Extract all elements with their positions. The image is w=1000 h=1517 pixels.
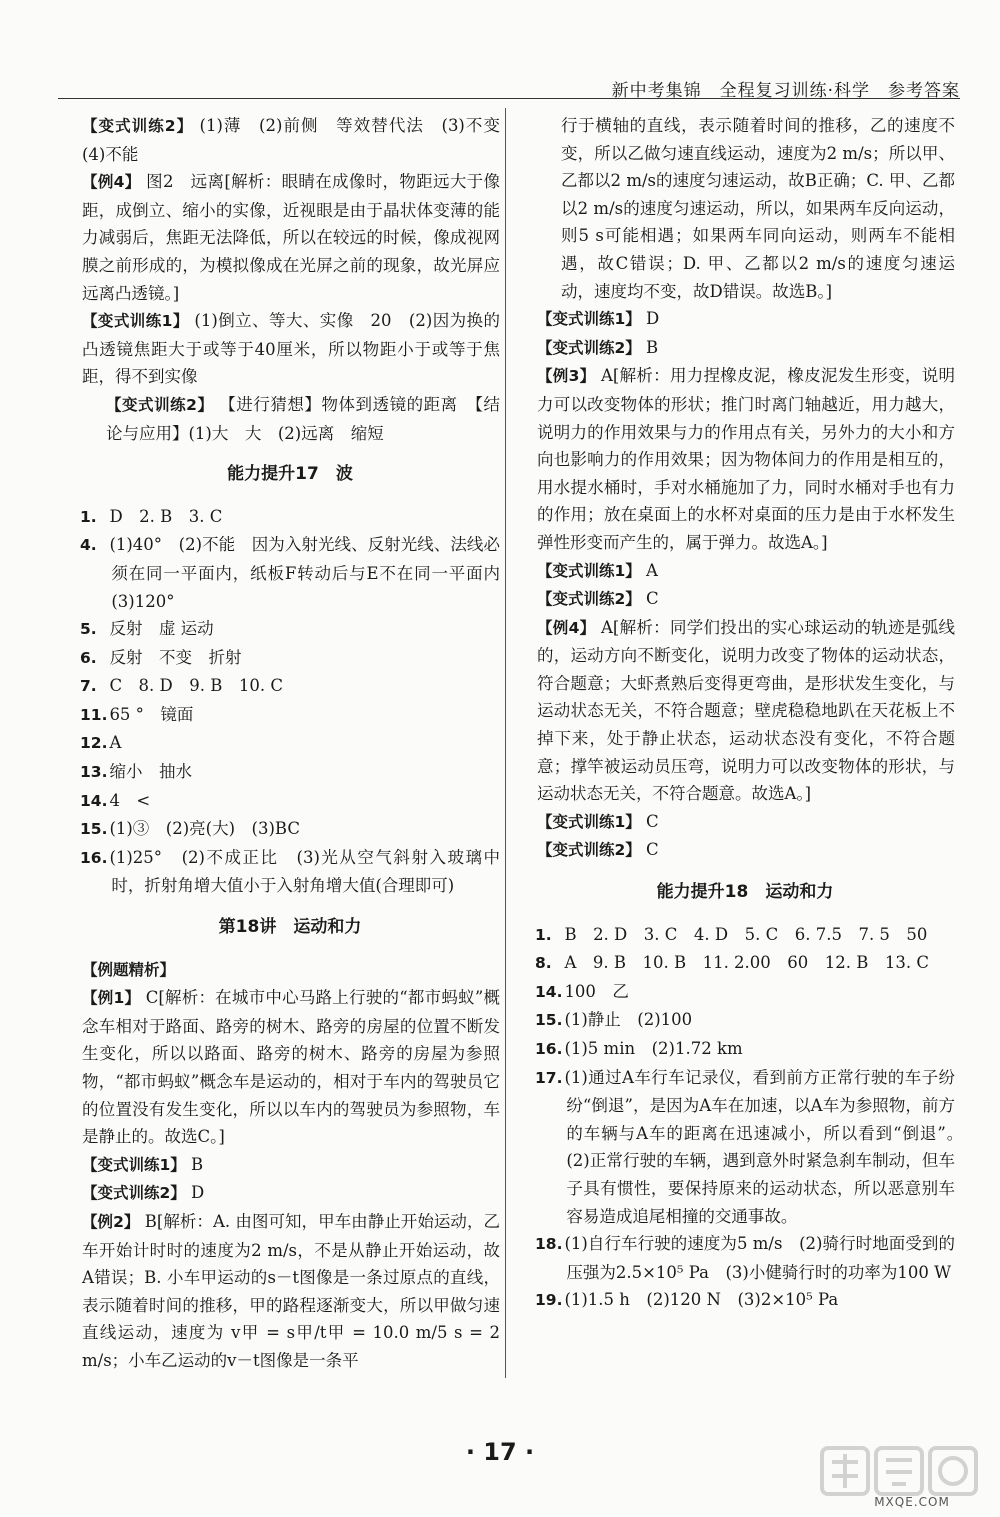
answer-label: 【变式训练1】 [537, 812, 641, 831]
answer-item [80, 844, 500, 900]
answer-text: B[解析：A. 由图可知，甲车由静止开始运动，乙车开始计时时的速度为2 m/s，不是从静止开始运动，故A错误；B. 小车甲运动的s－t图像是一条过原点的直线，表示随着时间的推移，甲的路程逐渐变大，所以甲做匀速直线运动，速度为 v甲 = s甲/t甲 = 10.0 m/5 s = 2 m/s；小车乙运动的v－t图像是一条平 [82, 1211, 500, 1370]
answer-block [80, 1208, 500, 1375]
answer-text: (1)40° (2)不能 因为入射光线、反射光线、法线必须在同一平面内，纸板F转动后与E不在同一平面内 (3)120° [109, 535, 517, 611]
answer-label: 【变式训练2】 [537, 841, 641, 860]
item-number: 7. [80, 677, 97, 696]
section-heading: 第18讲 运动和力 [218, 917, 362, 938]
answer-text: 图2 远离[解析：眼睛在成像时，物距远大于像距，成倒立、缩小的实像，近视眼是由于晶状体变薄的能力减弱后，焦距无法降低，所以在较远的时候，像成视网膜之前形成的，为模拟像成在光屏之前的现象，故光屏应远离凸透镜。] [82, 172, 500, 303]
answer-item [535, 978, 955, 1007]
answer-text: C [640, 811, 659, 831]
answer-item [535, 1286, 955, 1315]
answer-text: B [185, 1154, 204, 1174]
answer-text: (1)自行车行驶的速度为5 m/s (2)骑行时地面受到的压强为2.5×10⁵ Pa (3)小健骑行时的功率为100 W [564, 1234, 955, 1282]
answer-label: 【变式训练2】 [537, 338, 641, 357]
answer-block [535, 614, 955, 808]
answer-item [80, 758, 500, 787]
answer-label: 【例2】 [82, 1212, 140, 1231]
answer-item [535, 1064, 972, 1231]
answer-text: 反射 不变 折射 [109, 647, 242, 667]
answer-item [80, 644, 500, 673]
answer-item [80, 672, 500, 701]
answer-text: C [640, 589, 659, 609]
answer-item [535, 1230, 955, 1286]
answer-text: (1)25° (2)不成正比 (3)光从空气斜射入玻璃中时，折射角增大值小于入射角增大值(合理即可) [109, 847, 500, 896]
answer-block [80, 307, 500, 391]
answer-text: 4 < [109, 790, 151, 810]
header-rule [58, 98, 960, 99]
page-number: · 17 · [465, 1438, 535, 1466]
answer-text: (1)薄 (2)前侧 等效替代法 (3)不变 (4)不能 [82, 116, 517, 164]
answer-item [80, 815, 500, 844]
column-divider [505, 108, 506, 1378]
answer-text: B [640, 337, 659, 357]
answer-block [535, 836, 955, 865]
answer-block [80, 956, 500, 985]
answer-text: D [185, 1183, 205, 1203]
answer-block [535, 557, 955, 586]
answer-label: 【变式训练1】 [537, 310, 641, 329]
item-number: 16. [535, 1040, 563, 1058]
right-column [535, 112, 972, 1315]
answer-text: A 9. B 10. B 11. 2.00 60 12. B 13. C [564, 953, 930, 973]
answer-text: D 2. B 3. C [109, 506, 223, 526]
answer-text: C[解析：在城市中心马路上行驶的“都市蚂蚁”概念车相对于路面、路旁的树木、路旁的房屋的位置不断发生变化，所以以路面、路旁的树木、路旁的房屋为参照物，“都市蚂蚁”概念车是运动的，相对于车内的驾驶员它的位置没有发生变化，所以以车内的驾驶员为参照物，车是静止的。故选C。] [82, 988, 500, 1147]
answer-block [80, 1179, 500, 1208]
answer-text: C 8. D 9. B 10. C [109, 676, 284, 696]
answer-text: (1)倒立、等大、实像 20 (2)因为换的凸透镜焦距大于或等于40厘米，所以物距小于或等于焦距，得不到实像 [82, 311, 500, 387]
answer-item [80, 787, 500, 816]
answer-block [80, 391, 500, 447]
answer-block [80, 984, 500, 1151]
item-number: 12. [80, 734, 108, 753]
answer-item [80, 701, 500, 730]
answer-text: (1)5 min (2)1.72 km [564, 1039, 743, 1058]
answer-item [80, 729, 500, 758]
answer-text: (1)通过A车行车记录仪，看到前方正常行驶的车子纷纷“倒退”，是因为A车在加速，以A车为参照物，前方的车辆与A车的距离在迅速减小，所以看到“倒退”。 (2)正常行驶的车辆，遇到意外时紧急刹车制动，但车子具有惯性，要保持原来的运动状态，所以恶意别车容易造成追尾相撞的交通事故。 [564, 1067, 972, 1226]
item-number: 4. [80, 536, 97, 555]
answer-item [535, 921, 955, 950]
answer-label: 【例4】 [537, 618, 596, 637]
answer-item [535, 1006, 955, 1035]
answer-block [535, 334, 955, 363]
answer-label: 【例4】 [82, 173, 141, 192]
item-number: 5. [80, 620, 97, 639]
answer-label: 【变式训练1】 [82, 1155, 186, 1174]
answer-label: 【变式训练2】 [82, 117, 194, 135]
answer-label: 【变式训练1】 [82, 312, 189, 331]
answer-text: (1)静止 (2)100 [564, 1010, 693, 1030]
item-number: 11. [80, 705, 108, 724]
answer-text: 反射 虚 运动 [109, 619, 214, 639]
answer-text: C [640, 840, 659, 860]
answer-block [80, 168, 500, 307]
item-number: 14. [80, 791, 108, 810]
item-number: 16. [80, 848, 108, 867]
item-number: 6. [80, 648, 97, 667]
answer-text: 【进行猜想】物体到透镜的距离 【结论与应用】(1)大 大 (2)远离 缩短 [106, 394, 500, 443]
answer-label: 【例题精析】 [82, 960, 176, 979]
answer-item [535, 949, 955, 978]
answer-text: B 2. D 3. C 4. D 5. C 6. 7.5 7. 5 50 [564, 924, 928, 944]
answer-block [535, 362, 955, 556]
item-number: 15. [80, 820, 108, 839]
answer-item [535, 1035, 955, 1064]
answer-label: 【变式训练1】 [537, 561, 641, 580]
answer-block [535, 112, 955, 305]
section-heading: 能力提升18 运动和力 [656, 882, 834, 903]
answer-text: A[解析：用力捏橡皮泥，橡皮泥发生形变，说明力可以改变物体的形状；推门时离门轴越近，用力越大，说明力的作用效果与力的作用点有关，另外力的大小和方向也影响力的作用效果；因为物体间力的作用是相互的，用水提水桶时，手对水桶施加了力，同时水桶对手也有力的作用；放在桌面上的水杯对桌面的压力是由于水杯发生弹性形变而产生的，属于弹力。故选A。] [537, 366, 955, 552]
answer-text: 缩小 抽水 [109, 762, 192, 782]
answer-block [535, 305, 955, 334]
answer-text: (1)1.5 h (2)120 N (3)2×10⁵ Pa [564, 1290, 839, 1310]
answer-block [80, 112, 517, 168]
answer-block [535, 808, 955, 837]
answer-label: 【变式训练2】 [82, 1184, 186, 1203]
answer-text: A [109, 733, 122, 753]
answer-label: 【变式训练2】 [106, 395, 214, 414]
item-number: 17. [535, 1068, 563, 1087]
answer-text: 100 乙 [564, 981, 629, 1001]
section-heading: 能力提升17 波 [227, 464, 353, 485]
answer-item [80, 531, 517, 615]
answer-text: A[解析：同学们投出的实心球运动的轨迹是弧线的，运动方向不断变化，说明力改变了物体的运动状态，符合题意；大虾煮熟后变得更弯曲，是形状发生变化，与运动状态无关，不符合题意；壁虎稳稳地趴在天花板上不掉下来，处于静止状态，运动状态没有变化，不符合题意；撑竿被运动员压弯，说明力可以改变物体的形状，与运动状态无关，不符合题意。故选A。] [537, 617, 955, 804]
answer-text: D [640, 309, 660, 329]
item-number: 19. [535, 1291, 563, 1310]
answer-text: (1)③ (2)亮(大) (3)BC [109, 819, 300, 839]
item-number: 18. [535, 1235, 563, 1254]
item-number: 1. [80, 507, 97, 526]
watermark-text: MXQE.COM [874, 1495, 950, 1509]
left-column [80, 112, 517, 1375]
item-number: 14. [535, 982, 563, 1001]
answer-item [80, 503, 500, 532]
answer-label: 【例1】 [82, 989, 141, 1008]
item-number: 8. [535, 954, 552, 973]
answer-text: A [640, 560, 658, 580]
answer-text: 行于横轴的直线，表示随着时间的推移，乙的速度不变，所以乙做匀速直线运动，速度为2 m/s；所以甲、乙都以2 m/s的速度匀速运动，故B正确；C. 甲、乙都以2 m/s的速度匀速运动，所以，如果两车反向运动，则5 s可能相遇；如果两车同向运动，则两车不能相遇，故C错误；D. 甲、乙都以2 m/s的速度匀速运动，速度均不变，故D错误。故选B。] [561, 116, 955, 301]
answer-block [535, 585, 955, 614]
answer-item [80, 615, 500, 644]
answer-block [80, 1151, 500, 1180]
item-number: 15. [535, 1011, 563, 1030]
answer-label: 【例3】 [537, 367, 596, 386]
answer-label: 【变式训练2】 [537, 590, 641, 609]
running-header: 新中考集锦 全程复习训练·科学 参考答案 [611, 81, 960, 101]
item-number: 13. [80, 763, 108, 782]
item-number: 1. [535, 925, 552, 944]
answer-text: 65 ° 镜面 [109, 704, 194, 724]
